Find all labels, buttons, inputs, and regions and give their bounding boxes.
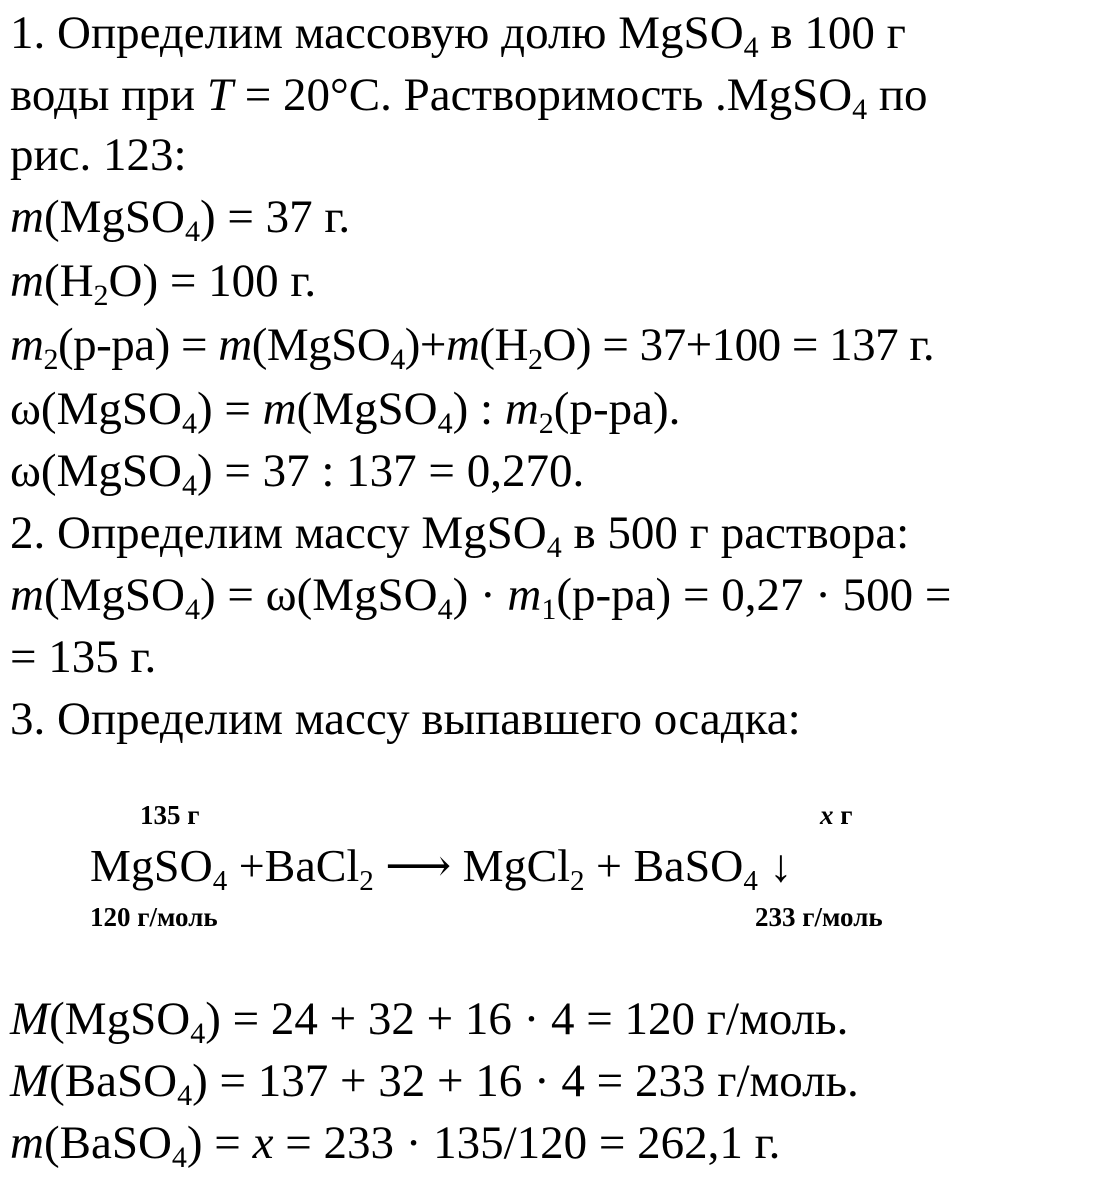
mass-label-baso4: x г <box>820 800 853 830</box>
step1-line3: рис. 123: <box>10 129 187 181</box>
step1-line4: m(MgSO$_4$) = 37 г. <box>10 191 351 248</box>
step1-line7: ω(MgSO$_4$) = m(MgSO$_4$) : $m_2(р-ра)$. <box>10 383 681 440</box>
molar-mass-label-baso4: 233 г/моль <box>755 902 883 932</box>
mass-label-mgso4: 135 г <box>140 800 200 830</box>
step2-line2: m(MgSO$_4$) = ω(MgSO$_4$) · $m_1(р-ра) = 0,27 \cdot 500$ = <box>10 569 952 626</box>
result-line2: M(BaSO$_4$) = 137 + 32 + 16 · 4 = 233 г/моль. <box>10 1055 859 1112</box>
step1-line8: ω(MgSO$_4$) = 37 : 137 = 0,270. <box>10 445 585 502</box>
step3-line1: 3. Определим массу выпавшего осадка: <box>10 693 801 745</box>
step2-line1: 2. Определим массу MgSO$_4$ в 500 г раствора: <box>10 507 910 564</box>
result-line1: M(MgSO$_4$) = 24 + 32 + 16 · 4 = 120 г/моль. <box>10 993 849 1050</box>
step1-line2: воды при T = 20°С. Растворимость .MgSO$_4$ по <box>10 69 928 126</box>
reaction-equation: MgSO$_4$ +BaCl$_2$ ⟶ MgCl$_2$ + BaSO$_4$ ↓ <box>90 840 793 897</box>
result-line3: m(BaSO$_4$) = x = 233 · 135/120 = 262,1 г. <box>10 1117 781 1174</box>
step1-line1: 1. Определим массовую долю MgSO$_4$ в 100 г <box>10 7 906 64</box>
step2-line3: = 135 г. <box>10 631 157 683</box>
molar-mass-label-mgso4: 120 г/моль <box>90 902 218 932</box>
step1-line5: $m(H_2O) = 100$ г. <box>10 255 317 312</box>
step1-line6: $m_2(р-ра)$ = $m(MgSO_4)+m(H_2O) = 37+100 = 137$ г. <box>10 319 935 376</box>
